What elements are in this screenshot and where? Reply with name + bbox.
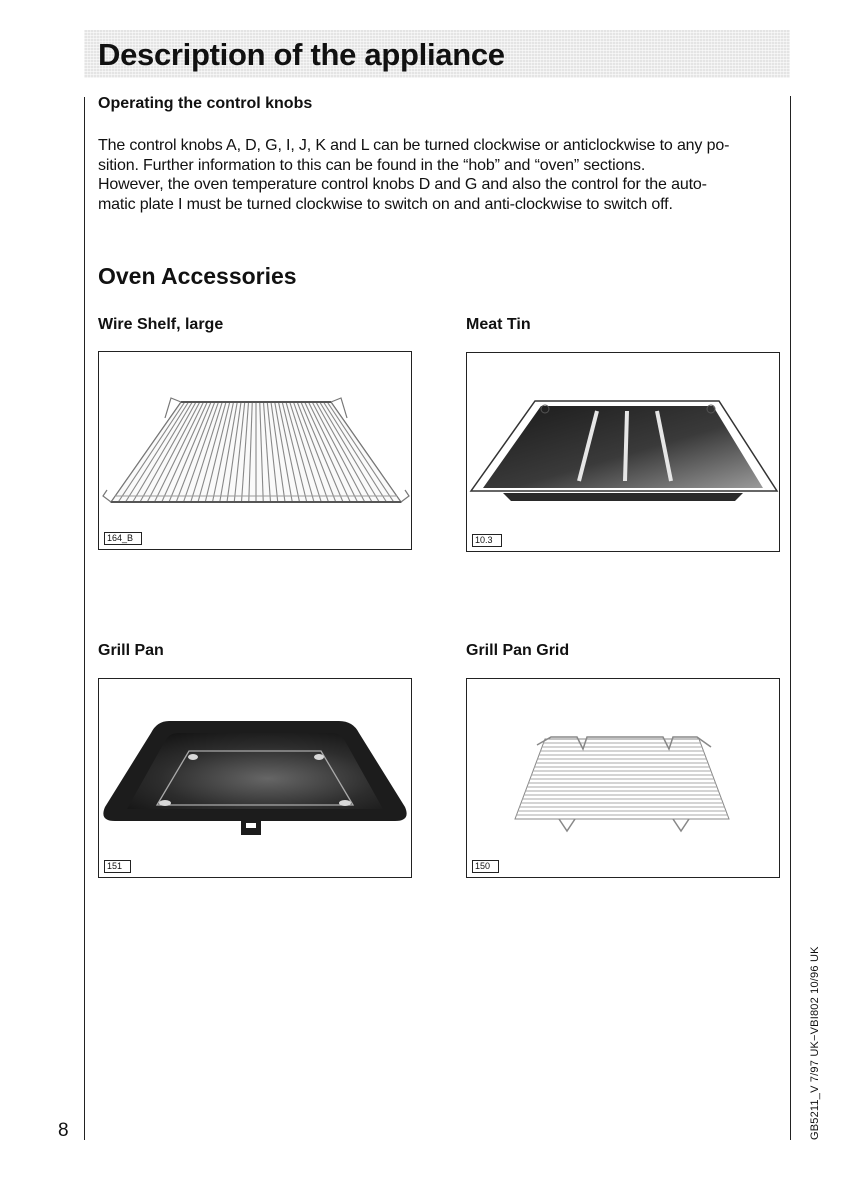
control-knobs-line: The control knobs A, D, G, I, J, K and L can be turned clockwise or anticlockwise to any po- (98, 137, 730, 154)
wire-shelf-figure (98, 351, 412, 550)
control-knobs-heading: Operating the control knobs (98, 95, 313, 112)
grill-pan-grid-illustration (467, 679, 779, 877)
meat-tin-label: Meat Tin (466, 316, 531, 333)
document-code: GB5211_V 7/97 UK−VBI802 10/96 UK (809, 946, 821, 1140)
wire-shelf-label: Wire Shelf, large (98, 316, 224, 333)
grill-pan-figure (98, 678, 412, 878)
meat-tin-code: 10.3 (472, 534, 502, 547)
oven-accessories-heading: Oven Accessories (98, 263, 297, 289)
grill-pan-illustration (99, 679, 411, 877)
wire-shelf-code: 164_B (104, 532, 142, 545)
meat-tin-illustration (467, 353, 779, 551)
wire-shelf-illustration (99, 352, 411, 549)
control-knobs-line: However, the oven temperature control knobs D and G and also the control for the auto- (98, 176, 707, 193)
right-margin-rule (790, 96, 791, 1140)
left-margin-rule (84, 97, 85, 1140)
control-knobs-text (98, 136, 788, 214)
meat-tin-figure (466, 352, 780, 552)
grill-pan-label: Grill Pan (98, 642, 164, 659)
page-title: Description of the appliance (98, 37, 505, 72)
grill-pan-code: 151 (104, 860, 131, 873)
control-knobs-line: matic plate I must be turned clockwise to switch on and anti-clockwise to switch off. (98, 195, 673, 213)
grill-pan-grid-code: 150 (472, 860, 499, 873)
control-knobs-line: sition. Further information to this can be found in the “hob” and “oven” sections. (98, 156, 646, 174)
grill-pan-grid-label: Grill Pan Grid (466, 642, 570, 659)
grill-pan-grid-figure (466, 678, 780, 878)
page-number: 8 (58, 1120, 69, 1141)
